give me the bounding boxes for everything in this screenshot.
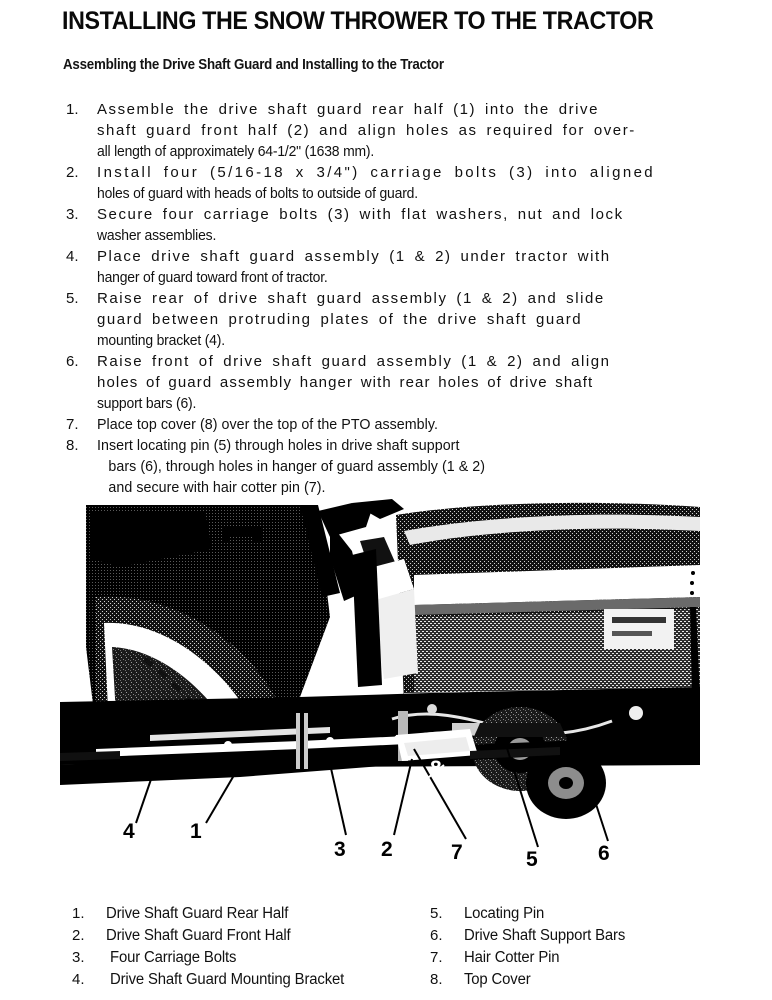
instruction-step-text <box>97 351 758 414</box>
instruction-step-list <box>0 99 772 498</box>
parts-legend-label: Hair Cotter Pin <box>464 949 560 966</box>
instruction-step-line: Secure four carriage bolts (3) with flat washers, nut and lock <box>97 206 624 223</box>
instruction-step-line: washer assemblies. <box>97 227 217 244</box>
instruction-step-number: 4. <box>66 248 79 265</box>
parts-legend-row <box>72 925 354 947</box>
instruction-step-line: Raise rear of drive shaft guard assembly (1 & 2) and slide <box>97 290 605 307</box>
photo-callout-2: 2 <box>381 838 393 861</box>
parts-legend-label: Locating Pin <box>464 905 545 922</box>
instruction-step <box>0 435 772 498</box>
parts-legend-row <box>72 947 354 969</box>
instruction-step-line: Install four (5/16-18 x 3/4") carriage bolts (3) into aligned <box>97 164 656 181</box>
parts-legend-left-column <box>72 903 354 991</box>
instruction-step-number: 7. <box>66 416 79 433</box>
tractor-photo-illustration <box>0 497 772 879</box>
parts-legend-number: 6. <box>430 927 443 944</box>
instruction-step-line: guard between protruding plates of the drive shaft guard <box>97 311 583 328</box>
instruction-step-line: Raise front of drive shaft guard assembly (1 & 2) and align <box>97 353 611 370</box>
parts-legend-number: 2. <box>72 927 85 944</box>
instruction-step-line: holes of guard assembly hanger with rear holes of drive shaft <box>97 374 594 391</box>
parts-legend-right-column <box>430 903 632 991</box>
instruction-step <box>0 414 772 435</box>
photo-callout-4: 4 <box>123 820 135 843</box>
instruction-step-text <box>97 288 758 351</box>
photo-callout-7: 7 <box>451 841 463 864</box>
instruction-step-line: support bars (6). <box>97 395 197 412</box>
instruction-step <box>0 204 772 246</box>
instruction-step-text <box>97 99 758 162</box>
instruction-step-number: 2. <box>66 164 79 181</box>
instruction-step-line: Assemble the drive shaft guard rear half (1) into the drive <box>97 101 599 118</box>
instruction-step-number: 8. <box>66 437 79 454</box>
parts-legend-number: 4. <box>72 971 85 988</box>
instruction-step-text <box>97 246 758 288</box>
photo-callout-3: 3 <box>334 838 346 861</box>
instruction-step-number: 3. <box>66 206 79 223</box>
instruction-step-line: all length of approximately 64-1/2" (1638 mm). <box>97 143 375 160</box>
page-title: INSTALLING THE SNOW THROWER TO THE TRACTOR <box>62 7 654 35</box>
instruction-step <box>0 351 772 414</box>
instruction-step-number: 5. <box>66 290 79 307</box>
photo-callout-8: 8 <box>430 757 442 780</box>
instruction-step <box>0 99 772 162</box>
parts-legend-row <box>430 947 632 969</box>
instruction-step-number: 1. <box>66 101 79 118</box>
parts-legend-label: Drive Shaft Guard Rear Half <box>106 905 289 922</box>
parts-legend-label: Top Cover <box>464 971 531 988</box>
instruction-step-line: shaft guard front half (2) and align holes as required for over- <box>97 122 636 139</box>
parts-legend-row <box>430 969 632 991</box>
instruction-step <box>0 162 772 204</box>
parts-legend-row <box>72 969 354 991</box>
instruction-step-text <box>97 435 758 498</box>
photo-callout-6: 6 <box>598 842 610 865</box>
instruction-step-text <box>97 162 758 204</box>
parts-legend-label: Drive Shaft Support Bars <box>464 927 626 944</box>
parts-legend-label: Four Carriage Bolts <box>110 949 237 966</box>
parts-legend-number: 5. <box>430 905 443 922</box>
instruction-step <box>0 246 772 288</box>
instruction-step-line: and secure with hair cotter pin (7). <box>108 479 326 496</box>
section-subtitle: Assembling the Drive Shaft Guard and Installing to the Tractor <box>63 57 444 73</box>
photo-callout-5: 5 <box>526 848 538 871</box>
instruction-step-text <box>97 204 758 246</box>
parts-legend-number: 1. <box>72 905 85 922</box>
instruction-step-line: Insert locating pin (5) through holes in drive shaft support <box>97 437 460 454</box>
parts-legend-number: 8. <box>430 971 443 988</box>
parts-legend-label: Drive Shaft Guard Front Half <box>106 927 291 944</box>
parts-legend-row <box>430 903 632 925</box>
parts-legend-number: 3. <box>72 949 85 966</box>
parts-legend-number: 7. <box>430 949 443 966</box>
instruction-step-line: holes of guard with heads of bolts to outside of guard. <box>97 185 418 202</box>
parts-legend-row <box>430 925 632 947</box>
instruction-step-line: Place top cover (8) over the top of the PTO assembly. <box>97 416 438 433</box>
photo-callout-1: 1 <box>190 820 202 843</box>
instruction-step <box>0 288 772 351</box>
parts-legend-label: Drive Shaft Guard Mounting Bracket <box>110 971 345 988</box>
assembly-photograph <box>0 497 772 879</box>
parts-legend-row <box>72 903 354 925</box>
instruction-step-line: mounting bracket (4). <box>97 332 225 349</box>
instruction-step-number: 6. <box>66 353 79 370</box>
instruction-step-line: bars (6), through holes in hanger of guard assembly (1 & 2) <box>108 458 486 475</box>
instruction-step-text <box>97 414 758 435</box>
instruction-step-line: Place drive shaft guard assembly (1 & 2) under tractor with <box>97 248 611 265</box>
instruction-step-line: hanger of guard toward front of tractor. <box>97 269 328 286</box>
